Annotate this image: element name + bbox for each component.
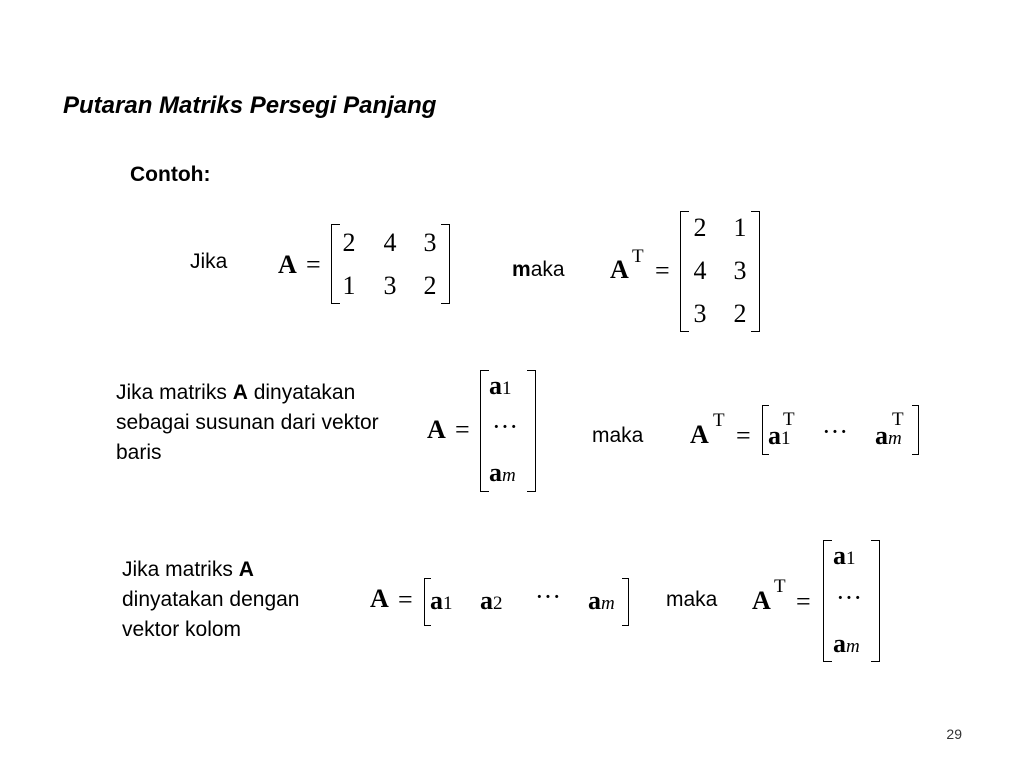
equals-sign: =: [736, 421, 751, 450]
column-vector-m: am: [588, 586, 615, 615]
transpose-superscript: T: [713, 410, 725, 431]
transposed-last: am: [875, 421, 902, 450]
right-bracket: [441, 224, 450, 304]
matrix-cell: 3: [423, 228, 437, 257]
maka-label: maka: [592, 424, 644, 447]
left-bracket: [480, 370, 489, 492]
horizontal-dots: ···: [822, 417, 848, 446]
vertical-dots: ···: [836, 583, 862, 612]
example-heading: Contoh:: [130, 163, 211, 186]
matrix-cell: 1: [342, 271, 356, 300]
transpose-superscript: T: [632, 246, 644, 267]
right-bracket: [751, 211, 760, 332]
matrix-cell: 3: [383, 271, 397, 300]
left-bracket: [680, 211, 689, 332]
matrix-cell: 2: [423, 271, 437, 300]
transposed-first-sup: T: [783, 409, 795, 430]
maka-label: maka: [512, 258, 565, 281]
jika-label: Jika: [190, 250, 228, 273]
column-vector-1: a1: [430, 586, 453, 615]
right-bracket: [527, 370, 536, 492]
vertical-dots: ···: [492, 412, 518, 441]
row-vector-description: Jika matriks A dinyatakan sebagai susunan dari vektor baris: [116, 381, 379, 464]
page-number: 29: [946, 726, 962, 742]
transpose-symbol: A: [690, 420, 709, 449]
transposed-column-first: a1: [833, 541, 856, 570]
matrix-cell: 4: [693, 256, 707, 285]
transposed-column-last: am: [833, 629, 860, 658]
matrix-a-symbol: A: [278, 250, 297, 279]
equals-sign: =: [796, 587, 811, 616]
transpose-symbol: A: [610, 255, 629, 284]
equals-sign: =: [398, 585, 413, 614]
matrix-cell: 2: [693, 213, 707, 242]
horizontal-dots: ···: [535, 582, 561, 611]
matrix-cell: 2: [733, 299, 747, 328]
equals-sign: =: [306, 250, 321, 279]
matrix-cell: 3: [733, 256, 747, 285]
matrix-cell: 4: [383, 228, 397, 257]
slide-title: Putaran Matriks Persegi Panjang: [63, 92, 437, 119]
right-bracket: [871, 540, 880, 662]
transposed-first: a1: [768, 421, 791, 450]
maka-label: maka: [666, 588, 718, 611]
matrix-cell: 3: [693, 299, 707, 328]
matrix-cell: 1: [733, 213, 747, 242]
left-bracket: [823, 540, 832, 662]
row-vector-last: am: [489, 458, 516, 487]
matrix-cell: 2: [342, 228, 356, 257]
transposed-last-sup: T: [892, 409, 904, 430]
column-vector-2: a2: [480, 586, 503, 615]
matrix-a-symbol: A: [370, 584, 389, 613]
transpose-superscript: T: [774, 576, 786, 597]
row-vector-first: a1: [489, 371, 512, 400]
transpose-symbol: A: [752, 586, 771, 615]
equals-sign: =: [655, 256, 670, 285]
right-bracket: [622, 578, 629, 626]
column-vector-description: Jika matriks A dinyatakan dengan vektor kolom: [122, 558, 300, 641]
equals-sign: =: [455, 415, 470, 444]
matrix-a-symbol: A: [427, 415, 446, 444]
right-bracket: [912, 405, 919, 455]
